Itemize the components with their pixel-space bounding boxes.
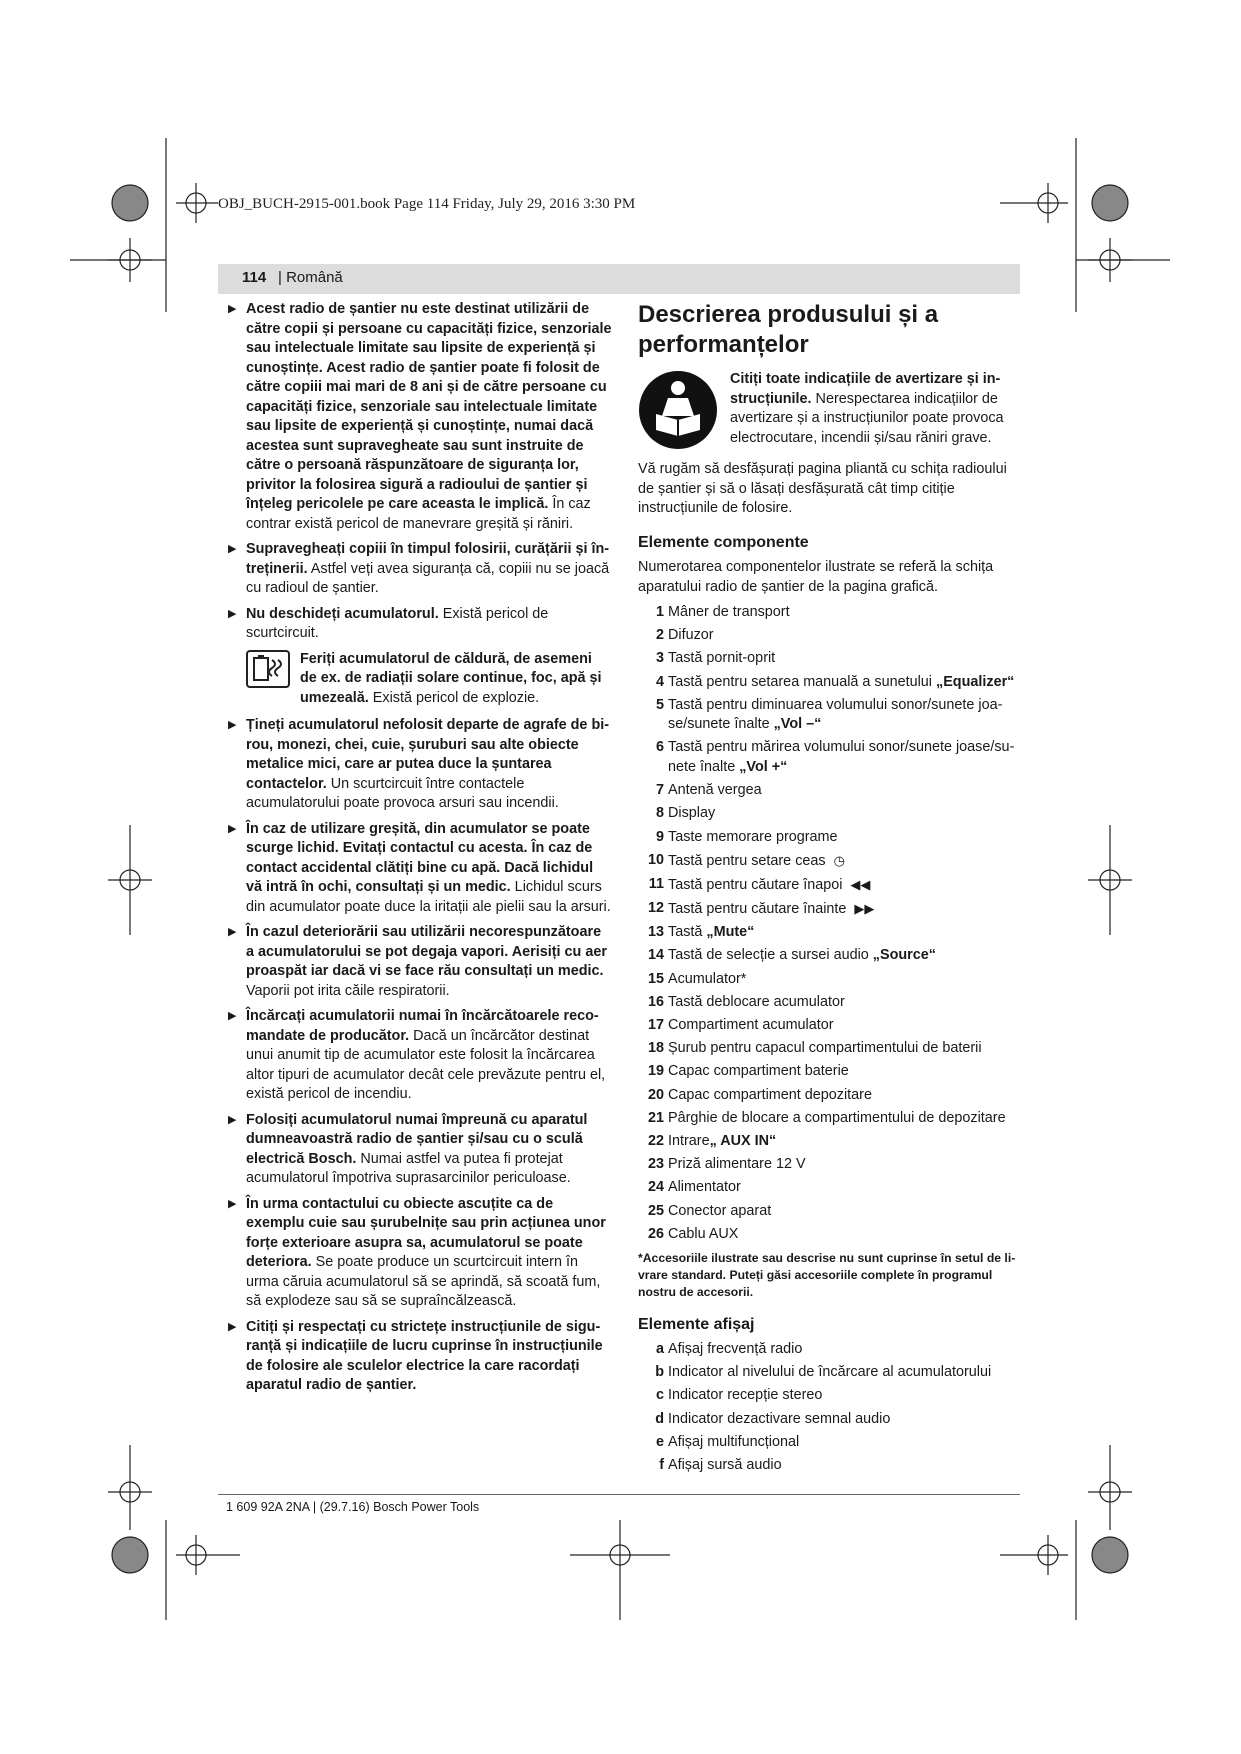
warning-item: [226, 716, 612, 814]
item-text: [668, 1225, 1020, 1245]
item-label: Șurub pentru capacul compartimentului de baterii: [668, 1040, 982, 1057]
item-label: Indicator al nivelului de încărcare al acumulatorului: [668, 1364, 992, 1381]
read-text: Nerespectarea indicațiilor de avertizare și a instrucțiunilor poate provoca electrocutare, incendii și/sau răniri grave.: [730, 390, 1004, 446]
warning-item: [226, 820, 612, 918]
item-number: 24: [647, 1179, 664, 1196]
right-column: [638, 300, 1020, 1482]
item-label: Cablu AUX: [668, 1225, 739, 1242]
list-item: [638, 1016, 1020, 1036]
item-text: [668, 1039, 1020, 1059]
item-label: Priză alimentare 12 V: [668, 1156, 806, 1173]
item-number: 23: [647, 1156, 664, 1173]
list-item: [638, 1039, 1020, 1059]
warning-item: [226, 1111, 612, 1189]
list-item: [638, 1363, 1020, 1383]
warning-text: Astfel veți avea siguranța că, copiii nu se joacă cu radioul de șantier.: [246, 560, 610, 596]
page-footer: 1 609 92A 2NA | (29.7.16) Bosch Power Tools: [226, 1500, 480, 1514]
item-text: [668, 970, 1020, 990]
item-number: d: [655, 1410, 664, 1427]
item-label: Tastă deblocare acumulator: [668, 993, 845, 1010]
item-bold-label: „Equalizer“: [936, 673, 1015, 690]
components-heading: Elemente componente: [638, 533, 809, 551]
item-text: [668, 851, 1020, 872]
warning-bold: Nu deschideți acumulatorul.: [246, 605, 439, 622]
section-title: Descrierea produsului și a performanțelor: [638, 301, 939, 358]
warning-item: [226, 1007, 612, 1105]
warning-item: [226, 1195, 612, 1312]
left-column: [226, 300, 612, 1402]
item-text: [668, 781, 1020, 801]
item-label: Tastă pentru diminuarea volumului sonor/sunete joase/sunete înalte: [668, 696, 1003, 733]
item-label: Capac compartiment depozitare: [668, 1086, 872, 1103]
list-item: [638, 1132, 1020, 1152]
warning-text: Numai astfel va putea fi protejat acumulatorul împotriva suprasarcinilor periculoase.: [246, 1150, 571, 1186]
item-number: c: [655, 1387, 664, 1404]
item-label: Tastă: [668, 924, 707, 941]
item-label: Compartiment acumulator: [668, 1017, 834, 1033]
item-label: Afișaj frecvență radio: [668, 1341, 803, 1358]
item-number: 18: [647, 1040, 664, 1057]
item-label: Afișaj multifuncțional: [668, 1433, 800, 1450]
item-label: Afișaj sursă audio: [668, 1457, 782, 1474]
list-item: [638, 1410, 1020, 1430]
item-label: Pârghie de blocare a compartimentului de depozitare: [668, 1109, 1006, 1126]
components-intro: Numerotarea componentelor ilustrate se referă la schița aparatului radio de șantier de la pagina grafică.: [638, 559, 994, 595]
list-item: [638, 1155, 1020, 1175]
item-number: a: [655, 1341, 664, 1358]
item-label: Acumulator*: [668, 970, 747, 987]
item-text: [668, 875, 1020, 896]
warning-item: [226, 923, 612, 1001]
item-number: 5: [655, 696, 664, 713]
item-label: Mâner de transport: [668, 604, 790, 620]
item-text: [668, 1202, 1020, 1222]
item-label: Capac compartiment baterie: [668, 1063, 849, 1080]
list-item: [638, 828, 1020, 848]
footer-divider: [218, 1494, 1020, 1495]
list-item: [638, 781, 1020, 801]
list-item: [638, 899, 1020, 920]
warning-bold: Supravegheați copiii în timpul folosirii, curățării și întreținerii.: [246, 541, 610, 577]
list-item: [638, 1433, 1020, 1453]
components-list: [638, 603, 1020, 1244]
item-bold-label: „ AUX IN“: [709, 1132, 777, 1149]
item-text: [668, 649, 1020, 669]
item-bold-label: „Vol +“: [739, 758, 788, 775]
list-item: [638, 946, 1020, 966]
item-text: [668, 1109, 1020, 1129]
list-item: [638, 1386, 1020, 1406]
crosshair-bottom-center: [570, 1520, 670, 1620]
item-label: Conector aparat: [668, 1202, 772, 1219]
item-number: e: [655, 1433, 664, 1450]
item-text: [668, 603, 1020, 623]
item-text: [668, 696, 1020, 735]
print-slug: OBJ_BUCH-2915-001.book Page 114 Friday, July 29, 2016 3:30 PM: [218, 196, 636, 212]
list-item: [638, 1109, 1020, 1129]
item-text: [668, 899, 1020, 920]
item-label: Indicator recepție stereo: [668, 1387, 823, 1404]
item-text: [668, 1363, 1020, 1383]
display-heading: Elemente afișaj: [638, 1315, 755, 1333]
list-item: [638, 626, 1020, 646]
item-number: 21: [647, 1109, 664, 1126]
crosshair-top-right: [1000, 138, 1170, 312]
item-text: [668, 1410, 1020, 1430]
warning-text: Lichidul scurs din acumulator poate duce la iritații ale pielii sau la arsuri.: [246, 879, 611, 915]
item-text: [668, 1456, 1020, 1476]
item-text: [668, 738, 1020, 777]
heat-warning: [246, 650, 612, 709]
list-item: [638, 970, 1020, 990]
list-item: [638, 603, 1020, 623]
item-number: 26: [647, 1225, 664, 1242]
item-label: Tastă pornit-oprit: [668, 650, 776, 667]
item-label: Tastă pentru căutare înainte: [668, 901, 847, 918]
warning-bold: În cazul deteriorării sau utilizării necorespunzătoare a acumulatorului se pot degaja vapori. Aerisiți cu aer proaspăt iar dacă vi se face rău consultați un medic.: [246, 924, 607, 979]
warning-text: Există pericol de explozie.: [368, 689, 540, 706]
item-number: 13: [647, 924, 664, 941]
item-number: 19: [647, 1063, 664, 1080]
button-glyph-icon: ◀◀: [850, 876, 871, 892]
fold-instructions: Vă rugăm să desfășurați pagina pliantă cu schița radioului de șantier și să o lăsați desfășurată cât timp citiție instrucțiunile de folosire.: [638, 461, 1007, 516]
warning-item: [226, 300, 612, 534]
item-number: 4: [655, 673, 664, 690]
list-item: [638, 673, 1020, 693]
accessory-note: *Accesoriile ilustrate sau descrise nu sunt cuprinse în setul de livrare standard. Puteți găsi accesoriile complete în programul nostru de accesorii.: [638, 1251, 1016, 1299]
item-text: [668, 1016, 1020, 1036]
item-number: 15: [647, 970, 664, 987]
read-manual-icon: [638, 370, 718, 450]
item-label: Indicator dezactivare semnal audio: [668, 1410, 891, 1427]
warning-text: Există pericol de scurtcircuit.: [246, 605, 549, 641]
item-number: 1: [655, 604, 664, 620]
crosshair-bottom-left: [108, 1445, 240, 1620]
warning-item: [226, 1318, 612, 1396]
item-text: [668, 1433, 1020, 1453]
item-label: Display: [668, 805, 716, 822]
item-text: [668, 1340, 1020, 1360]
warning-text: În caz contrar există pericol de manevrare greșită și răniri.: [246, 496, 591, 532]
item-number: 8: [655, 805, 664, 822]
item-number: 7: [655, 782, 664, 799]
item-text: [668, 1178, 1020, 1198]
page-number: 114: [242, 269, 267, 286]
item-text: [668, 673, 1020, 693]
list-item: [638, 851, 1020, 872]
item-bold-label: „Source“: [872, 947, 936, 964]
item-label: Tastă pentru căutare înapoi: [668, 876, 843, 893]
item-number: 6: [655, 739, 664, 756]
warning-text: Dacă un încărcător destinat unui anumit tip de acumulator este folosit la încărcarea altor tipuri de acumulator decât cele prevăzute pentru el, există pericol de incendiu.: [246, 1027, 606, 1102]
item-number: 16: [647, 993, 664, 1010]
list-item: [638, 696, 1020, 735]
item-number: 14: [647, 947, 664, 964]
item-label: Taste memorare programe: [668, 828, 838, 845]
item-label: Antenă vergea: [668, 782, 762, 799]
item-label: Tastă pentru setare ceas: [668, 852, 826, 869]
item-text: [668, 1386, 1020, 1406]
warning-bold: Țineți acumulatorul nefolosit departe de agrafe de birou, monezi, chei, cuie, șuruburi sau alte obiecte metalice mici, care ar putea duce la șuntarea contactelor.: [246, 717, 610, 792]
list-item: [638, 993, 1020, 1013]
item-text: [668, 1132, 1020, 1152]
item-label: Tastă pentru setarea manuală a sunetului: [668, 673, 936, 690]
item-label: Tastă de selecție a sursei audio: [668, 947, 873, 964]
item-text: [668, 828, 1020, 848]
list-item: [638, 1062, 1020, 1082]
item-text: [668, 923, 1020, 943]
item-number: 20: [647, 1086, 664, 1103]
item-number: 2: [655, 627, 664, 644]
button-glyph-icon: ◷: [833, 852, 845, 868]
warning-bold: Folosiți acumulatorul numai împreună cu aparatul dumneavoastră radio de șantier și/sau cu o sculă electrică Bosch.: [246, 1111, 588, 1167]
list-item: [638, 1225, 1020, 1245]
display-list: [638, 1340, 1020, 1475]
item-text: [668, 626, 1020, 646]
item-number: 25: [647, 1202, 664, 1219]
warning-item: [226, 605, 612, 644]
item-text: [668, 946, 1020, 966]
list-item: [638, 875, 1020, 896]
item-text: [668, 1086, 1020, 1106]
crosshair-mid-left: [108, 825, 152, 935]
item-number: 9: [655, 828, 664, 845]
item-label: Intrare: [668, 1132, 710, 1149]
list-item: [638, 804, 1020, 824]
list-item: [638, 923, 1020, 943]
warning-text: Vaporii pot irita căile respiratorii.: [246, 982, 450, 999]
warning-bold: În caz de utilizare greșită, din acumulator se poate scurge lichid. Evitați contactul cu acesta. În caz de contact accidental clătiți bine cu apă. Dacă lichidul vă intră în ochi, consultați și un medic.: [246, 820, 594, 895]
item-number: f: [659, 1457, 664, 1474]
list-item: [638, 1456, 1020, 1476]
item-label: Tastă pentru mărirea volumului sonor/sunete joase/sunete înalte: [668, 739, 1015, 775]
item-number: 11: [648, 875, 664, 892]
crosshair-top-left: [70, 138, 218, 312]
list-item: [638, 1086, 1020, 1106]
page-header-bar: [218, 264, 1020, 294]
warning-text: Un scurtcircuit între contactele acumulatorului poate provoca arsuri sau incendii.: [246, 775, 559, 811]
item-text: [668, 1155, 1020, 1175]
item-number: 17: [647, 1017, 664, 1033]
crosshair-mid-right: [1088, 825, 1132, 935]
item-bold-label: „Vol –“: [773, 716, 822, 733]
read-bold: Citiți toate indicațiile de avertizare și instrucțiunile.: [730, 371, 1001, 407]
warning-bold: Încărcați acumulatorii numai în încărcătoarele recomandate de producător.: [246, 1008, 599, 1044]
item-number: 3: [655, 650, 664, 667]
item-text: [668, 804, 1020, 824]
item-text: [668, 993, 1020, 1013]
warning-text: Se poate produce un scurtcircuit intern în urma căruia acumulatorul să se aprindă, să scoată fum, să explodeze sau să se supraîncălzească.: [246, 1254, 601, 1309]
list-item: [638, 1340, 1020, 1360]
item-number: b: [655, 1364, 664, 1381]
warning-item: [226, 540, 612, 599]
language-label: | Română: [278, 269, 343, 286]
item-number: 12: [647, 900, 664, 917]
button-glyph-icon: ▶▶: [854, 901, 875, 917]
read-instructions-box: [638, 370, 1020, 450]
list-item: [638, 1202, 1020, 1222]
item-bold-label: „Mute“: [706, 924, 755, 941]
warning-bold: Acest radio de șantier nu este destinat utilizării de către copii și persoane cu capacități fizice, senzoriale sau intelectuale limitate sau lipsite de experiență și cunoștințe. Acest radio de șantier poate fi folosit de către copiii mai mari de 8 ani și de către persoane cu capacități fizice, senzoriale sau intelectuale limitate sau lipsite de experiență și cunoștințe, numai dacă acestea sunt supravegheate sau sunt instruite de către o persoană răspunzătoare de siguranța lor, privitor la folosirea sigură a radioului de șantier și înțeleg pericolele pe care aceasta le implică.: [246, 301, 612, 512]
warning-bold: În urma contactului cu obiecte ascuțite ca de exemplu cuie sau șurubelnițe sau prin acțiunea unor forțe exterioare asupra sa, acumulatorul se poate deteriora.: [246, 1195, 606, 1270]
item-text: [668, 1062, 1020, 1082]
list-item: [638, 1178, 1020, 1198]
battery-heat-icon: [246, 650, 290, 688]
list-item: [638, 649, 1020, 669]
item-number: 22: [647, 1132, 664, 1149]
warning-bold: Feriți acumulatorul de căldură, de asemeni de ex. de radiații solare continue, foc, apă și umezeală.: [300, 650, 602, 706]
item-label: Alimentator: [668, 1179, 741, 1196]
list-item: [638, 738, 1020, 777]
item-number: 10: [647, 851, 664, 868]
warning-bold: Citiți și respectați cu strictețe instrucțiunile de siguranță și indicațiile de lucru cuprinse în instrucțiunile de folosire ale sculelor electrice la care racordați aparatul radio de șantier.: [246, 1318, 603, 1393]
item-label: Difuzor: [668, 627, 714, 644]
